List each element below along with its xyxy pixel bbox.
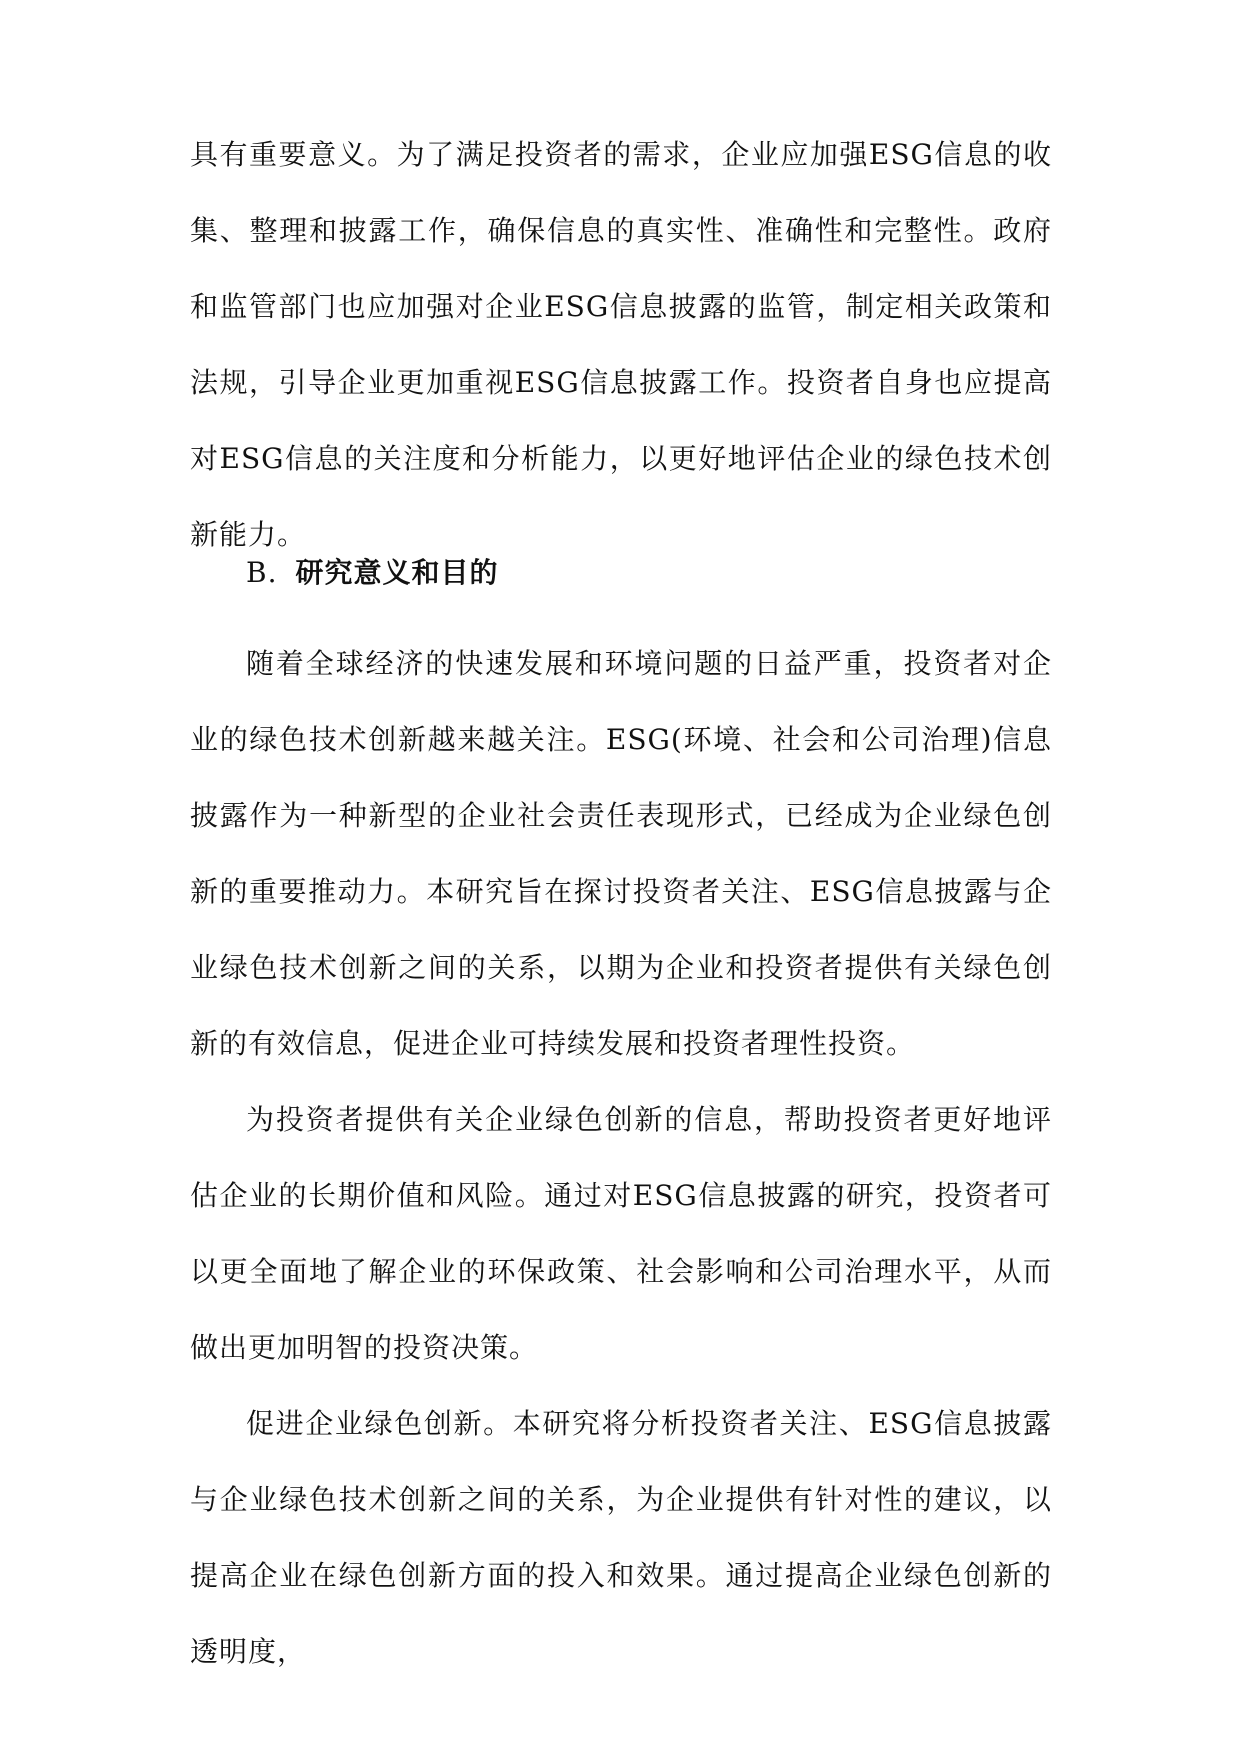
section-heading (246, 553, 499, 593)
paragraph-green-innovation: 促进企业绿色创新。本研究将分析投资者关注、ESG信息披露与企业绿色技术创新之间的关系，为企业提供有针对性的建议，以提高企业在绿色创新方面的投入和效果。通过提高企业绿色创新的透明度， (190, 1407, 1052, 1668)
paragraph-continuation: 具有重要意义。为了满足投资者的需求，企业应加强ESG信息的收集、整理和披露工作，确保信息的真实性、准确性和完整性。政府和监管部门也应加强对企业ESG信息披露的监管，制定相关政策和法规，引导企业更加重视ESG信息披露工作。投资者自身也应提高对ESG信息的关注度和分析能力，以更好地评估企业的绿色技术创新能力。 (190, 138, 1052, 551)
body-text-block (190, 626, 1052, 1690)
paragraph-investor-info: 为投资者提供有关企业绿色创新的信息，帮助投资者更好地评估企业的长期价值和风险。通过对ESG信息披露的研究，投资者可以更全面地了解企业的环保政策、社会影响和公司治理水平，从而做出更加明智的投资决策。 (190, 1103, 1052, 1364)
section-number: B. (246, 556, 278, 589)
section-title: 研究意义和目的 (295, 556, 499, 589)
paragraph-background: 随着全球经济的快速发展和环境问题的日益严重，投资者对企业的绿色技术创新越来越关注。ESG(环境、社会和公司治理)信息披露作为一种新型的企业社会责任表现形式，已经成为企业绿色创新的重要推动力。本研究旨在探讨投资者关注、ESG信息披露与企业绿色技术创新之间的关系，以期为企业和投资者提供有关绿色创新的有效信息，促进企业可持续发展和投资者理性投资。 (190, 647, 1052, 1060)
top-text-block (190, 117, 1052, 573)
